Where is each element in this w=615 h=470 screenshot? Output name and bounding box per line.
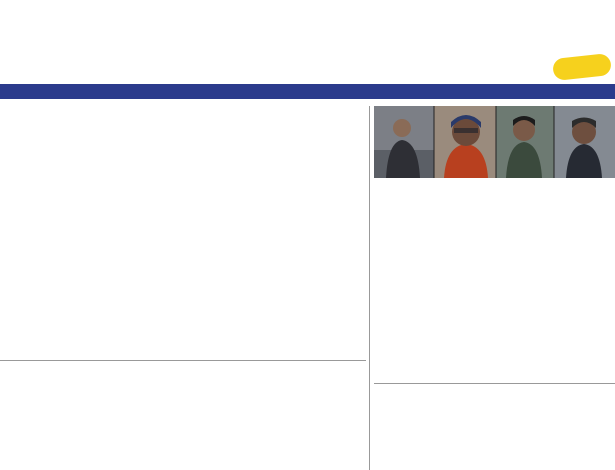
section-divider xyxy=(0,360,366,361)
lead-story-body xyxy=(6,193,366,343)
surveillance-photo-strip[interactable] xyxy=(374,106,615,178)
surveillance-photo xyxy=(374,106,615,178)
bank-column-1 xyxy=(376,266,491,380)
gas-column-3 xyxy=(249,438,365,470)
lead-column-1 xyxy=(6,193,122,343)
column-divider xyxy=(369,106,370,470)
lead-column-3 xyxy=(250,193,366,343)
section-divider xyxy=(374,383,615,384)
section-nav-bar xyxy=(0,84,615,99)
lead-column-2 xyxy=(128,193,244,343)
gas-column-2 xyxy=(125,438,241,470)
masthead xyxy=(0,0,615,84)
free-badge xyxy=(552,53,612,81)
bank-column-2 xyxy=(497,256,612,380)
